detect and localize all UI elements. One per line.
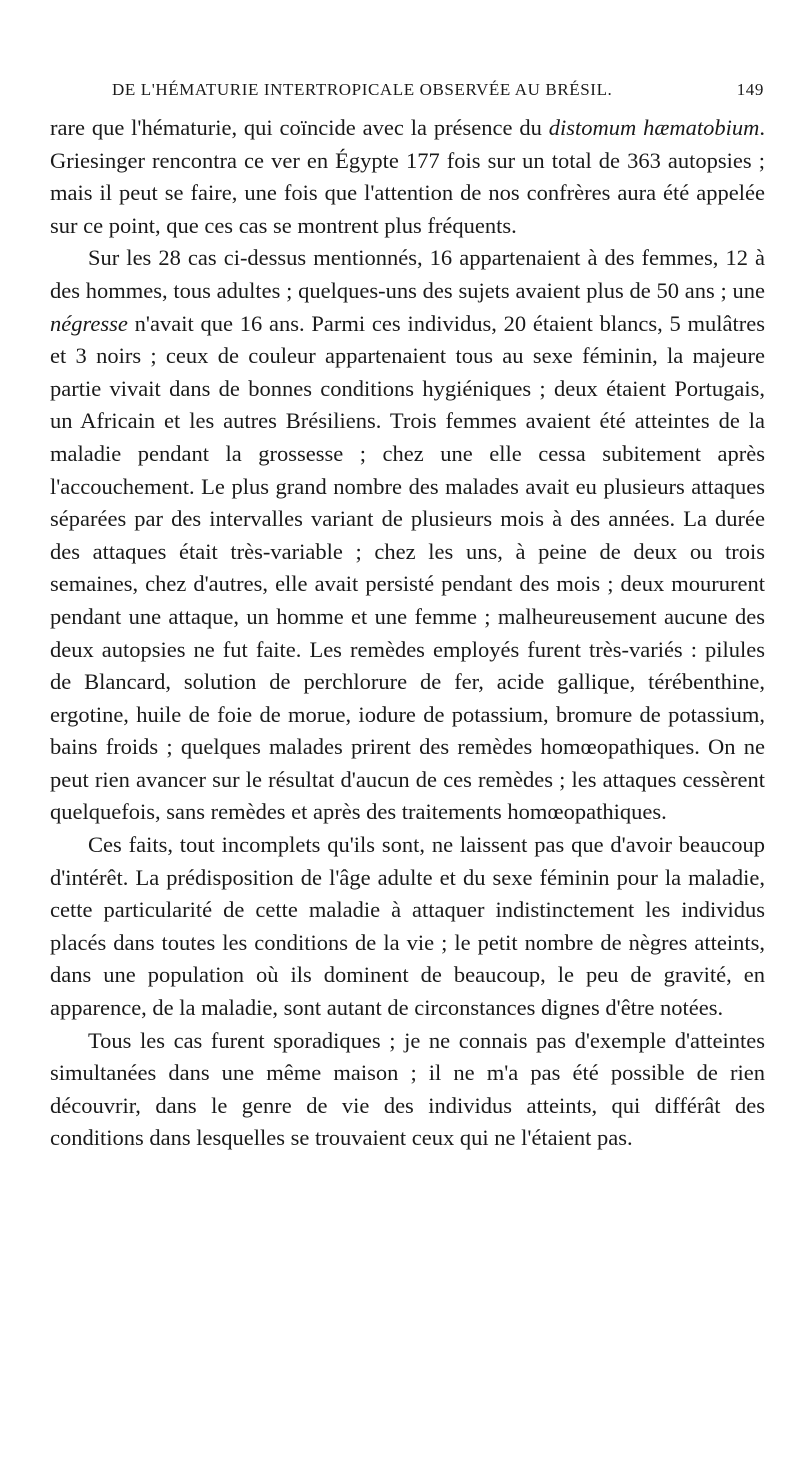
paragraph-3-text: Ces faits, tout incomplets qu'ils sont, ne laissent pas que d'avoir beaucoup d'intérêt. La prédisposition de l'âge adulte et du sexe féminin pour la maladie, cette particularité de cette maladie à attaquer indistinctement les individus placés dans toutes les conditions de la vie ; le petit nombre de nègres atteints, dans une population où ils dominent de beaucoup, le peu de gravité, en apparence, de la maladie, sont autant de circonstances dignes d'être notées. xyxy=(50,832,765,1021)
paragraph-4-text: Tous les cas furent sporadiques ; je ne connais pas d'exemple d'atteintes simultanées dans une même maison ; il ne m'a pas été possible de rien découvrir, dans le genre de vie des individus atteints, qui différât des conditions dans lesquelles se trouvaient ceux qui ne l'étaient pas. xyxy=(50,1027,765,1151)
running-head-title: DE L'HÉMATURIE INTERTROPICALE OBSERVÉE AU BRÉSIL. xyxy=(112,80,613,99)
paragraph-2 xyxy=(50,242,765,829)
paragraph-2-text: Sur les 28 cas ci-dessus mentionnés, 16 appartenaient à des femmes, 12 à des hommes, tous adultes ; quelques-uns des sujets avaient plus de 50 ans ; une xyxy=(50,245,765,303)
paragraph-4 xyxy=(50,1025,765,1155)
body-text xyxy=(50,112,765,1155)
running-head xyxy=(112,78,764,102)
paragraph-1 xyxy=(50,112,765,242)
paragraph-2-text-cont: n'avait que 16 ans. Parmi ces individus, 20 étaient blancs, 5 mulâtres et 3 noirs ; ceux de couleur appartenaient tous au sexe féminin, la majeure partie vivait dans de bonnes conditions hygiéniques ; deux étaient Portugais, un Africain et les autres Brésiliens. Trois femmes avaient été atteintes de la maladie pendant la grossesse ; chez une elle cessa subitement après l'accouchement. Le plus grand nombre des malades avait eu plusieurs attaques séparées par des intervalles variant de plusieurs mois à des années. La durée des attaques était très-variable ; chez les uns, à peine de deux ou trois semaines, chez d'autres, elle avait persisté pendant des mois ; deux moururent pendant une attaque, un homme et une femme ; malheureusement aucune des deux autopsies ne fut faite. Les remèdes employés furent très-variés : pilules de Blancard, solution de perchlorure de fer, acide gallique, térébenthine, ergotine, huile de foie de morue, iodure de potassium, bromure de potassium, bains froids ; quelques malades prirent des remèdes homœopathiques. On ne peut rien avancer sur le résultat d'aucun de ces remèdes ; les attaques cessèrent quelquefois, sans remèdes et après des traitements homœopathiques. xyxy=(50,310,765,825)
paragraph-3 xyxy=(50,829,765,1025)
paragraph-2-italic-term: négresse xyxy=(50,310,128,336)
paragraph-1-species-name: distomum hæmatobium xyxy=(548,115,760,140)
paragraph-1-text-cont: . Griesinger rencontra ce ver en Égypte 177 fois sur un total de 363 autopsies ; mais il peut se faire, une fois que l'attention de nos confrères aura été appelée sur ce point, que ces cas se montrent plus fréquents. xyxy=(50,115,766,238)
page-number: 149 xyxy=(736,80,764,99)
paragraph-1-text: rare que l'hématurie, qui coïncide avec la présence du xyxy=(50,115,549,140)
